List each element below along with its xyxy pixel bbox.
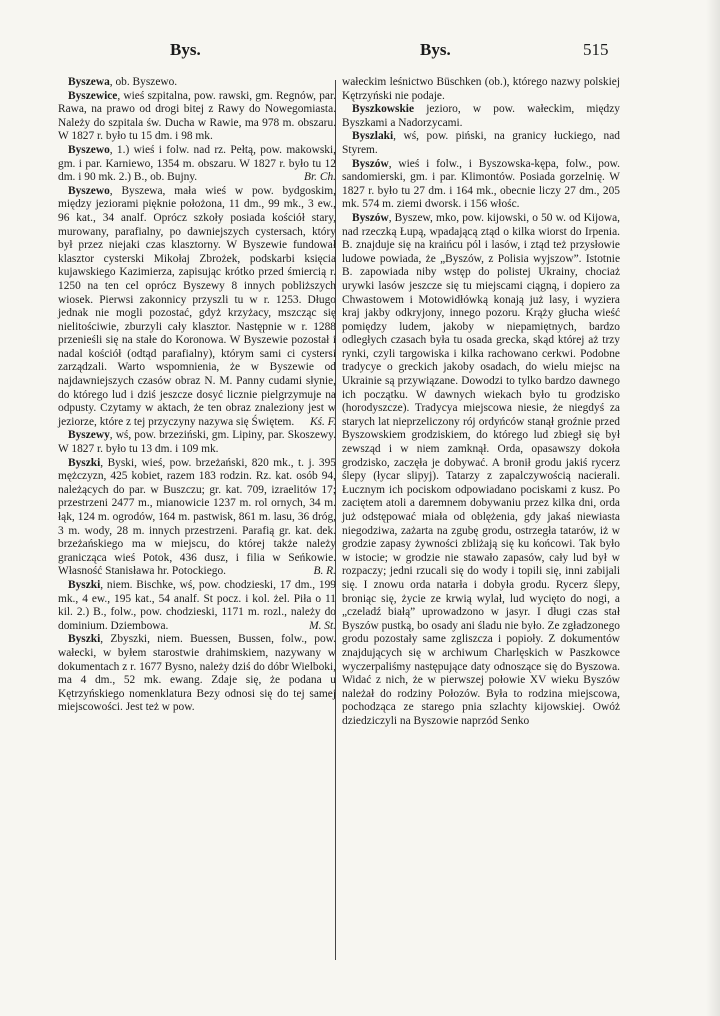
dictionary-entry	[342, 158, 620, 212]
entry-signature: B. R.	[313, 565, 336, 578]
dictionary-entry	[58, 633, 336, 715]
entry-headword: Byszów	[352, 211, 389, 224]
running-head-left: Bys.	[170, 40, 201, 59]
entry-headword: Byszów	[352, 157, 389, 170]
entry-text: , Byski, wieś, pow. brzeżański, 820 mk., t. j. 395 mężczyzn, 425 kobiet, razem 183 rodzin. Rz. kat. osób 94, należących do par. w Buszczu; gr. kat. 709, izraelitów 17; przestrzeni 2477 m., mianowicie 1237 m. rol ornych, 34 m. łąk, 124 m. ogrodów, 164 m. pastwisk, 861 m. lasu, 36 dróg, 3 m. wody, 28 m. innych przestrzeni. Parafią gr. kat. dek. brzeżańskiego ma w miejscu, do której także należy granicząca wieś Potok, 436 dusz, i filia w Seńkowie. Własność Stanisława hr. Potockiego.	[58, 456, 336, 578]
entry-headword: Byszewy	[68, 429, 110, 442]
dictionary-entry	[58, 76, 336, 90]
dictionary-entry	[342, 212, 620, 729]
page-edge-shadow	[706, 0, 720, 1016]
entry-headword: Byszewo	[68, 184, 110, 197]
entry-headword: Byszki	[68, 578, 101, 591]
dictionary-entry	[58, 185, 336, 430]
entry-headword: Byszki	[68, 633, 101, 646]
entry-signature: Kś. F.	[309, 415, 336, 428]
dictionary-entry	[58, 90, 336, 144]
page-number: 515	[583, 40, 609, 59]
dictionary-entry	[342, 130, 620, 157]
dictionary-entry	[58, 144, 336, 185]
entry-text: wałeckim leśnictwo Büschken (ob.), którego nazwy polskiej Kętrzyński nie podaje.	[342, 76, 620, 102]
left-column	[58, 76, 336, 715]
dictionary-entry	[342, 76, 620, 103]
dictionary-entry	[342, 103, 620, 130]
entry-text: , niem. Bischke, wś, pow. chodzieski, 17 dm., 199 mk., 4 ew., 195 kat., 54 analf. St pocz. i kol. żel. Piła o 11 kil. 2.) B., folw., pow. chodzieski, 1171 m. rozl., należy do dominium. Dziembowa.	[58, 578, 336, 632]
dictionary-entry	[58, 429, 336, 456]
dictionary-entry	[58, 579, 336, 633]
entry-signature: Br. Ch.	[304, 171, 336, 184]
entry-text: , wieś i folw., i Byszowska-kępa, folw., pow. sandomierski, gm. i par. Klimontów. Posiada gorzelnię. W 1827 r. było tu 27 dm. i 164 mk., obecnie liczy 27 dm., 205 mk. 574 m. ziemi dworsk. i 156 włośc.	[342, 157, 620, 211]
entry-text: , Byszew, mko, pow. kijowski, o 50 w. od Kijowa, nad rzeczką Łupą, wpadającą ztąd o kilka wiorst do Irpenia. B. znajduje się na kraińcu pól i lasów, i ztąd też przysłowie ludowe powiada, że „Byszów, z Polisia wyjszow”. Istotnie B. zapowiada niby wstęp do polistej Ukrainy, chociaż urywki lasów jeszcze się tu miejscami ciągną, i dopiero za Chwastowem i Motowidłówką konają już lasy, i wyziera kraj jakby odkryjony, innego pozoru. Krąży głucha wieść pomiędzy ludem, jakoby w niepamiętnych, bardzo odległych czasach była tu osada grecka, skąd której aż trzy rynki, czyli targowiska i kilka rachowano cerkwi. Podobne tradycye o greckich jakoby osadach, do wielu miejsc na Ukrainie są przywiązane. Dowodzi to tylko bardzo dawnego ich początku. W dawnych wiekach było tu grodzisko (horodyszcze). Tradycya miejscowa niesie, że niegdyś za starych lat nieprzeliczony rój ordyńców stanął groźnie przed Byszowskiem grodziskiem, do którego lud zbiegł się był zewsząd i w niem zamknął. Orda, opasawszy dokoła grodzisko, zaczęła je dobywać. A bronił grodu jakiś rycerz ślepy (łycar slipyj). Tatarzy z zapalczywością nacierali. Łucznym ich pociskom odpowiadano pociskami z kusz. Po zaciętem atoli a daremnem dobywaniu przez kilka dni, orda już odstępować miała od oblężenia, gdy jakaś niewiasta niegodziwa, zażarta na zgubę grodu, ostrzegła tatarów, iż w grodzie zapasy żywności zbliżają się ku końcowi. Tak było w istocie; w grodzie nie stawało zapasów, cały lud był w rozpaczy; jedni rzucali się do wody i topili się, inni zabijali się. I znowu orda natarła i dobyła grodu. Rycerz ślepy, broniąc się, życie ze krwią wylał, lud wycięto do nogi, a „czeladź białą” uprowadzono w jasyr. I długi czas stał Byszów pustką, bo osady ani śladu nie było. Ze zgładzonego grodu pozostały same zgliszcza i popioły. Z dokumentów znajdujących się w archiwum Charlęskich w Paszkowce wyczerpaliśmy następujące daty odnoszące się do Byszowa. Widać z nich, że w pierwszej połowie XV wieku Byszów należał do rodziny Połozów. Była to rodzina miejscowa, pochodząca ze starego pnia szlachty kijowskiej. Owóż dziedziczyli na Byszowie naprzód Senko	[342, 211, 620, 727]
entry-headword: Byszewice	[68, 89, 118, 102]
entry-headword: Byszlaki	[352, 130, 394, 143]
entry-headword: Byszewo	[68, 143, 110, 156]
dictionary-entry	[58, 457, 336, 579]
entry-headword: Byszki	[68, 456, 101, 469]
entry-text: , Zbyszki, niem. Buessen, Bussen, folw., pow. wałecki, w byłem starostwie drahimskiem, nazywany w dokumentach z r. 1677 Bysno, należy dziś do dóbr Wielboki, ma 4 dm., 52 mk. ewang. Zdaje się, że podana u Kętrzyńskiego nomenklatura Bezy odnosi się do tej samej miejscowości. Jest też w pow.	[58, 633, 336, 714]
entry-text: , Byszewa, mała wieś w pow. bydgoskim, między jeziorami pięknie położona, 11 dm., 99 mk., 3 ew., 96 kat., 34 analf. Oprócz szkoły posiada kościół stary, murowany, parafialny, po dawniejszych cystersach, który był przez niejaki czas klasztorny. W Byszewie fundował klasztor cysterski Mikołaj Zbrożek, podskarbi księcia kujawskiego Kazimierza, zapisując krótko przed śmiercią r. 1250 na ten cel oprócz Byszewy 8 innych pobliższych wiosek. Pierwsi zakonnicy przyszli tu w r. 1253. Długo jednak nie mogli pozostać, gdyż krzyżacy, mszcząc się nielitościwie, zburzyli cały klasztor. Następnie w r. 1288 przenieśli się na stałe do Koronowa. W Byszewie pozostał i nadal kościół (odtąd parafialny), którym sami ci cystersi zarządzali. Warto wspomnienia, że w Byszewie od najdawniejszych czasów obraz N. M. Panny cudami słynie, do którego lud i dziś jeszcze dosyć licznie pielgrzymuje na odpusty. Czytamy w aktach, że ten obraz znaleziony jest w jeziorze, które z tej przyczyny nazywa się Świętem.	[58, 184, 336, 428]
entry-text: , wieś szpitalna, pow. rawski, gm. Regnów, par. Rawa, na prawo od drogi bitej z Rawy do Nowegomiasta. Należy do szpitala św. Ducha w Rawie, ma 978 m. obszaru. W 1827 r. było tu 15 dm. i 98 mk.	[58, 89, 336, 143]
entry-text: , ob. Byszewo.	[109, 76, 178, 88]
running-head-center: Bys.	[420, 40, 451, 59]
entry-headword: Byszkowskie	[352, 103, 415, 116]
entry-text: , wś, pow. piński, na granicy łuckiego, nad Styrem.	[342, 130, 620, 156]
entry-signature: M. St.	[309, 619, 336, 632]
entry-text: , 1.) wieś i folw. nad rz. Pełtą, pow. makowski, gm. i par. Karniewo, 1354 m. obszaru. W 1827 r. było tu 12 dm. i 90 mk. 2.) B., ob. Bujny.	[58, 143, 336, 184]
entry-text: jezioro, w pow. wałeckim, między Byszkami a Nadorzycami.	[342, 103, 620, 129]
entry-headword: Byszewa	[68, 76, 110, 88]
right-column	[342, 76, 620, 729]
entry-text: , wś, pow. brzeziński, gm. Lipiny, par. Skoszewy. W 1827 r. było tu 13 dm. i 109 mk.	[58, 429, 336, 456]
